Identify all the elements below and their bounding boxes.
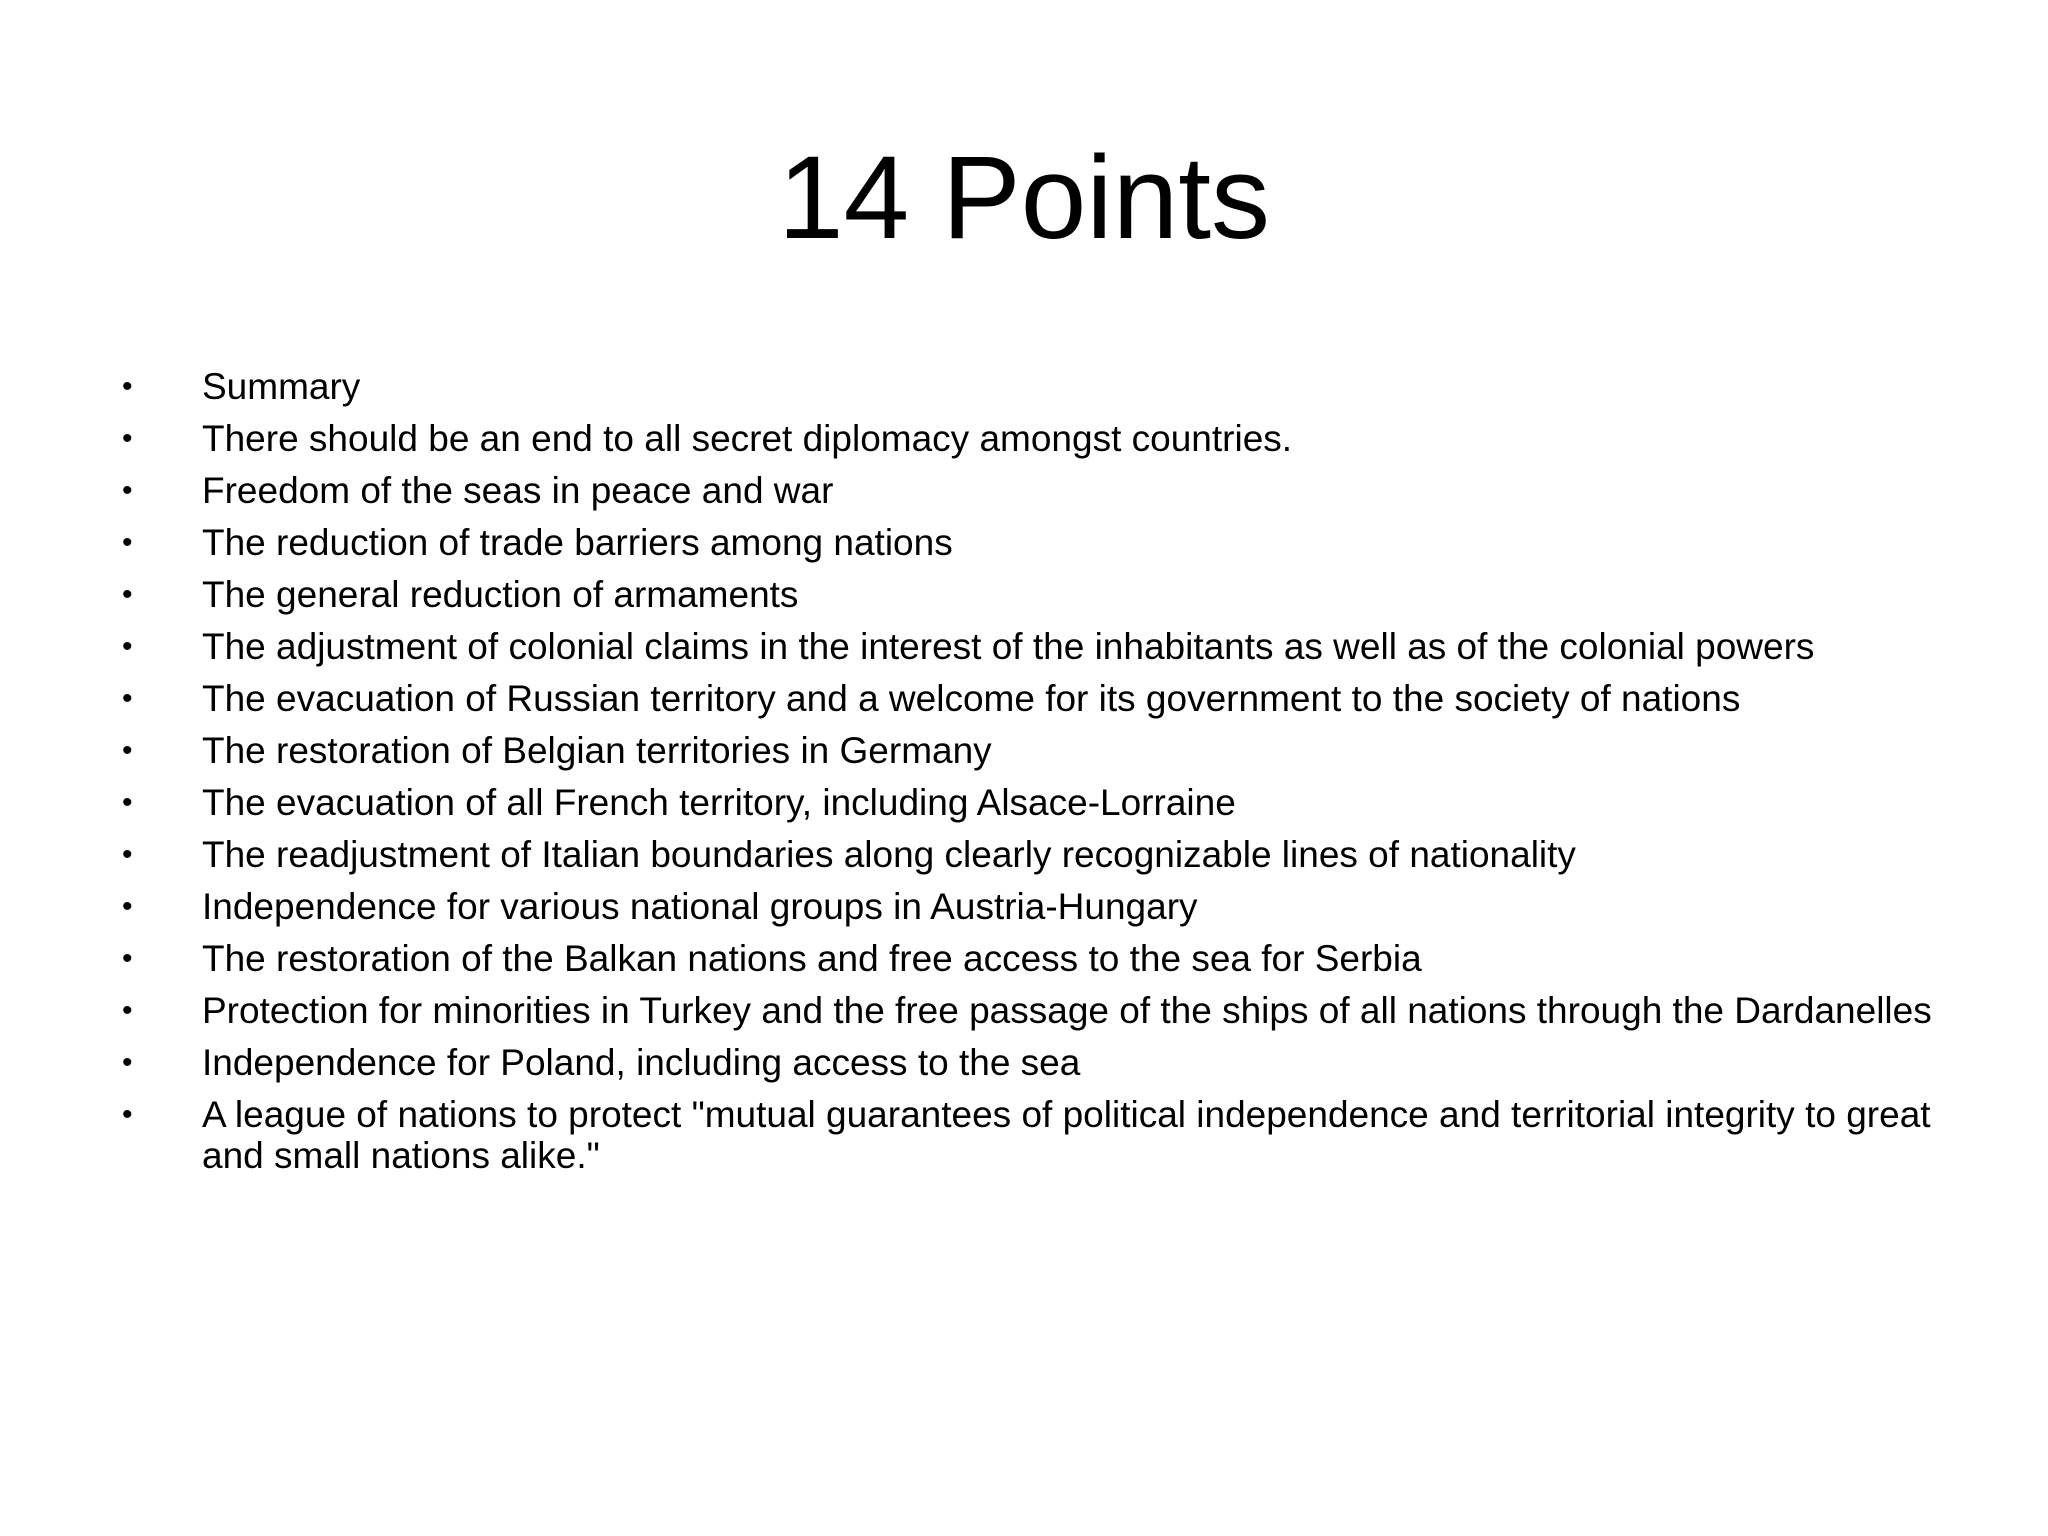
- list-item: [122, 366, 1962, 407]
- bullet-icon: •: [122, 370, 133, 403]
- bullet-icon: •: [122, 630, 133, 663]
- bullet-icon: •: [122, 526, 133, 559]
- list-item-text: Summary: [202, 366, 361, 407]
- list-item: [122, 574, 1962, 615]
- list-item-text: The general reduction of armaments: [202, 574, 799, 615]
- bullet-icon: •: [122, 942, 133, 975]
- list-item: [122, 1042, 1962, 1083]
- bullet-icon: •: [122, 838, 133, 871]
- bullet-icon: •: [122, 578, 133, 611]
- list-item: [122, 1094, 1962, 1176]
- list-item: [122, 522, 1962, 563]
- list-item-text: Freedom of the seas in peace and war: [202, 470, 834, 511]
- list-item-text: The evacuation of Russian territory and a welcome for its government to the society of nations: [202, 678, 1741, 719]
- list-item: [122, 938, 1962, 979]
- bullet-list: [122, 366, 1962, 1187]
- list-item: [122, 990, 1962, 1031]
- list-item-text: Independence for various national groups in Austria-Hungary: [202, 886, 1198, 927]
- bullet-icon: •: [122, 994, 133, 1027]
- bullet-icon: •: [122, 682, 133, 715]
- list-item: [122, 470, 1962, 511]
- list-item-text: The restoration of Belgian territories in Germany: [202, 730, 992, 771]
- list-item-text: There should be an end to all secret diplomacy amongst countries.: [202, 418, 1293, 459]
- list-item: [122, 782, 1962, 823]
- bullet-icon: •: [122, 786, 133, 819]
- list-item: [122, 626, 1962, 667]
- list-item-text: Independence for Poland, including access to the sea: [202, 1042, 1081, 1083]
- bullet-icon: •: [122, 734, 133, 767]
- list-item: [122, 418, 1962, 459]
- bullet-icon: •: [122, 890, 133, 923]
- list-item-text: The evacuation of all French territory, including Alsace-Lorraine: [202, 782, 1236, 823]
- list-item-text: Protection for minorities in Turkey and the free passage of the ships of all nations through the Dardanelles: [202, 990, 1932, 1031]
- list-item: [122, 730, 1962, 771]
- list-item: [122, 678, 1962, 719]
- list-item-text: The readjustment of Italian boundaries along clearly recognizable lines of nationality: [202, 834, 1576, 875]
- list-item-text: The restoration of the Balkan nations and free access to the sea for Serbia: [202, 938, 1422, 979]
- bullet-icon: •: [122, 1098, 133, 1131]
- bullet-icon: •: [122, 422, 133, 455]
- list-item: [122, 834, 1962, 875]
- list-item-text: The reduction of trade barriers among nations: [202, 522, 953, 563]
- list-item-text: The adjustment of colonial claims in the interest of the inhabitants as well as of the colonial powers: [202, 626, 1815, 667]
- list-item-text: A league of nations to protect "mutual guarantees of political independence and territorial integrity to great and small nations alike.": [202, 1094, 1931, 1176]
- slide-title: 14 Points: [778, 132, 1270, 264]
- bullet-icon: •: [122, 474, 133, 507]
- bullet-icon: •: [122, 1046, 133, 1079]
- list-item: [122, 886, 1962, 927]
